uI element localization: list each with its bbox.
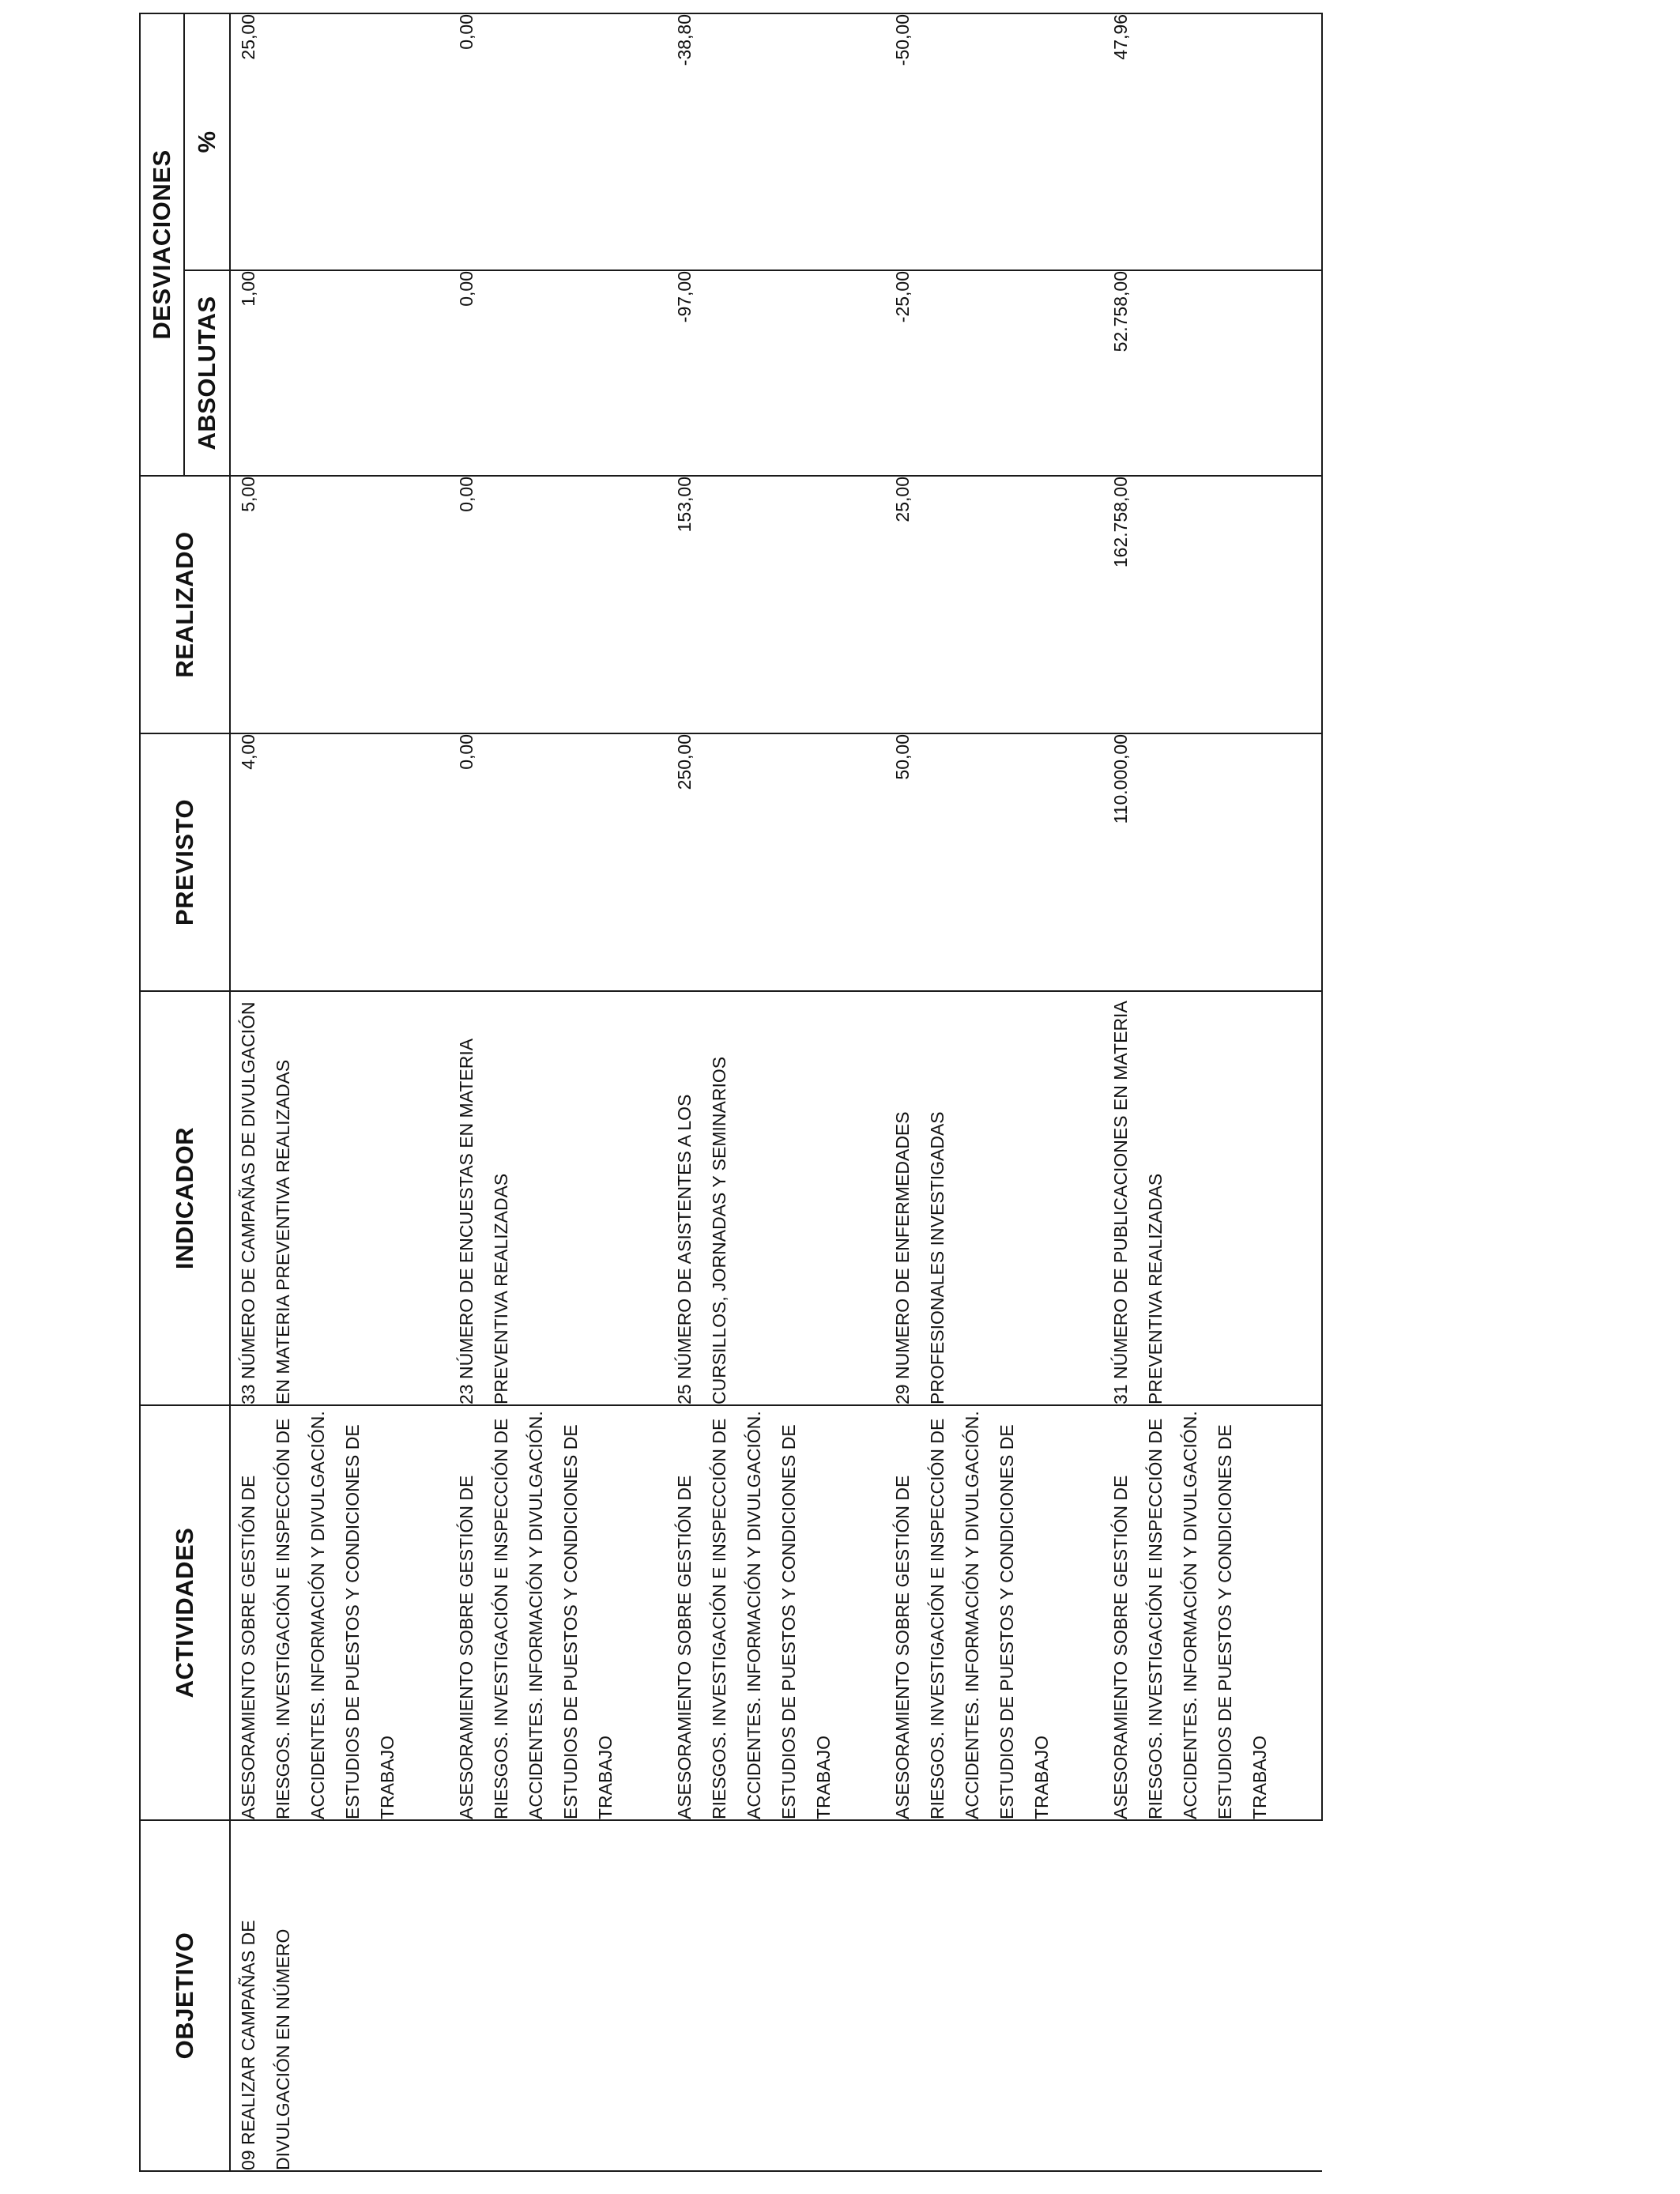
- absolutas-cell: 0,00: [449, 270, 667, 476]
- previsto-cell: 4,00: [230, 733, 449, 991]
- absolutas-cell: 1,00: [230, 270, 449, 476]
- header-absolutas: ABSOLUTAS: [184, 270, 230, 476]
- actividades-cell: ASESORAMIENTO SOBRE GESTIÓN DE RIESGOS. INVESTIGACIÓN E INSPECCIÓN DE ACCIDENTES. INFORMACIÓN Y DIVULGACIÓN. ESTUDIOS DE PUESTOS Y CONDICIONES DE TRABAJO: [885, 1405, 1103, 1820]
- header-realizado: REALIZADO: [140, 476, 230, 733]
- previsto-cell: 50,00: [885, 733, 1103, 991]
- header-desviaciones: DESVIACIONES: [140, 13, 184, 476]
- table-row: [230, 13, 449, 2171]
- porcentaje-cell: 47,96: [1103, 13, 1322, 270]
- indicador-cell: 31 NÚMERO DE PUBLICACIONES EN MATERIA PREVENTIVA REALIZADAS: [1103, 991, 1322, 1405]
- previsto-cell: 110.000,00: [1103, 733, 1322, 991]
- actividades-cell: ASESORAMIENTO SOBRE GESTIÓN DE RIESGOS. INVESTIGACIÓN E INSPECCIÓN DE ACCIDENTES. INFORMACIÓN Y DIVULGACIÓN. ESTUDIOS DE PUESTOS Y CONDICIONES DE TRABAJO: [230, 1405, 449, 1820]
- porcentaje-cell: -50,00: [885, 13, 1103, 270]
- header-row-1: [140, 13, 184, 2171]
- absolutas-cell: 52.758,00: [1103, 270, 1322, 476]
- previsto-cell: 0,00: [449, 733, 667, 991]
- report-table: [139, 13, 1323, 2172]
- header-objetivo: OBJETIVO: [140, 1820, 230, 2171]
- absolutas-cell: -97,00: [667, 270, 885, 476]
- realizado-cell: 0,00: [449, 476, 667, 733]
- actividades-cell: ASESORAMIENTO SOBRE GESTIÓN DE RIESGOS. INVESTIGACIÓN E INSPECCIÓN DE ACCIDENTES. INFORMACIÓN Y DIVULGACIÓN. ESTUDIOS DE PUESTOS Y CONDICIONES DE TRABAJO: [1103, 1405, 1322, 1820]
- header-actividades: ACTIVIDADES: [140, 1405, 230, 1820]
- absolutas-cell: -25,00: [885, 270, 1103, 476]
- indicador-cell: 33 NÚMERO DE CAMPAÑAS DE DIVULGACIÓN EN MATERIA PREVENTIVA REALIZADAS: [230, 991, 449, 1405]
- indicador-cell: 23 NÚMERO DE ENCUESTAS EN MATERIA PREVENTIVA REALIZADAS: [449, 991, 667, 1405]
- header-previsto: PREVISTO: [140, 733, 230, 991]
- header-porcentaje: %: [184, 13, 230, 270]
- realizado-cell: 153,00: [667, 476, 885, 733]
- indicador-cell: 25 NÚMERO DE ASISTENTES A LOS CURSILLOS, JORNADAS Y SEMINARIOS: [667, 991, 885, 1405]
- actividades-cell: ASESORAMIENTO SOBRE GESTIÓN DE RIESGOS. INVESTIGACIÓN E INSPECCIÓN DE ACCIDENTES. INFORMACIÓN Y DIVULGACIÓN. ESTUDIOS DE PUESTOS Y CONDICIONES DE TRABAJO: [667, 1405, 885, 1820]
- indicador-cell: 29 NUMERO DE ENFERMEDADES PROFESIONALES INVESTIGADAS: [885, 991, 1103, 1405]
- realizado-cell: 5,00: [230, 476, 449, 733]
- header-indicador: INDICADOR: [140, 991, 230, 1405]
- objetivo-cell: 09 REALIZAR CAMPAÑAS DE DIVULGACIÓN EN NÚMERO: [230, 1820, 1322, 2171]
- porcentaje-cell: 25,00: [230, 13, 449, 270]
- realizado-cell: 162.758,00: [1103, 476, 1322, 733]
- porcentaje-cell: -38,80: [667, 13, 885, 270]
- porcentaje-cell: 0,00: [449, 13, 667, 270]
- actividades-cell: ASESORAMIENTO SOBRE GESTIÓN DE RIESGOS. INVESTIGACIÓN E INSPECCIÓN DE ACCIDENTES. INFORMACIÓN Y DIVULGACIÓN. ESTUDIOS DE PUESTOS Y CONDICIONES DE TRABAJO: [449, 1405, 667, 1820]
- realizado-cell: 25,00: [885, 476, 1103, 733]
- previsto-cell: 250,00: [667, 733, 885, 991]
